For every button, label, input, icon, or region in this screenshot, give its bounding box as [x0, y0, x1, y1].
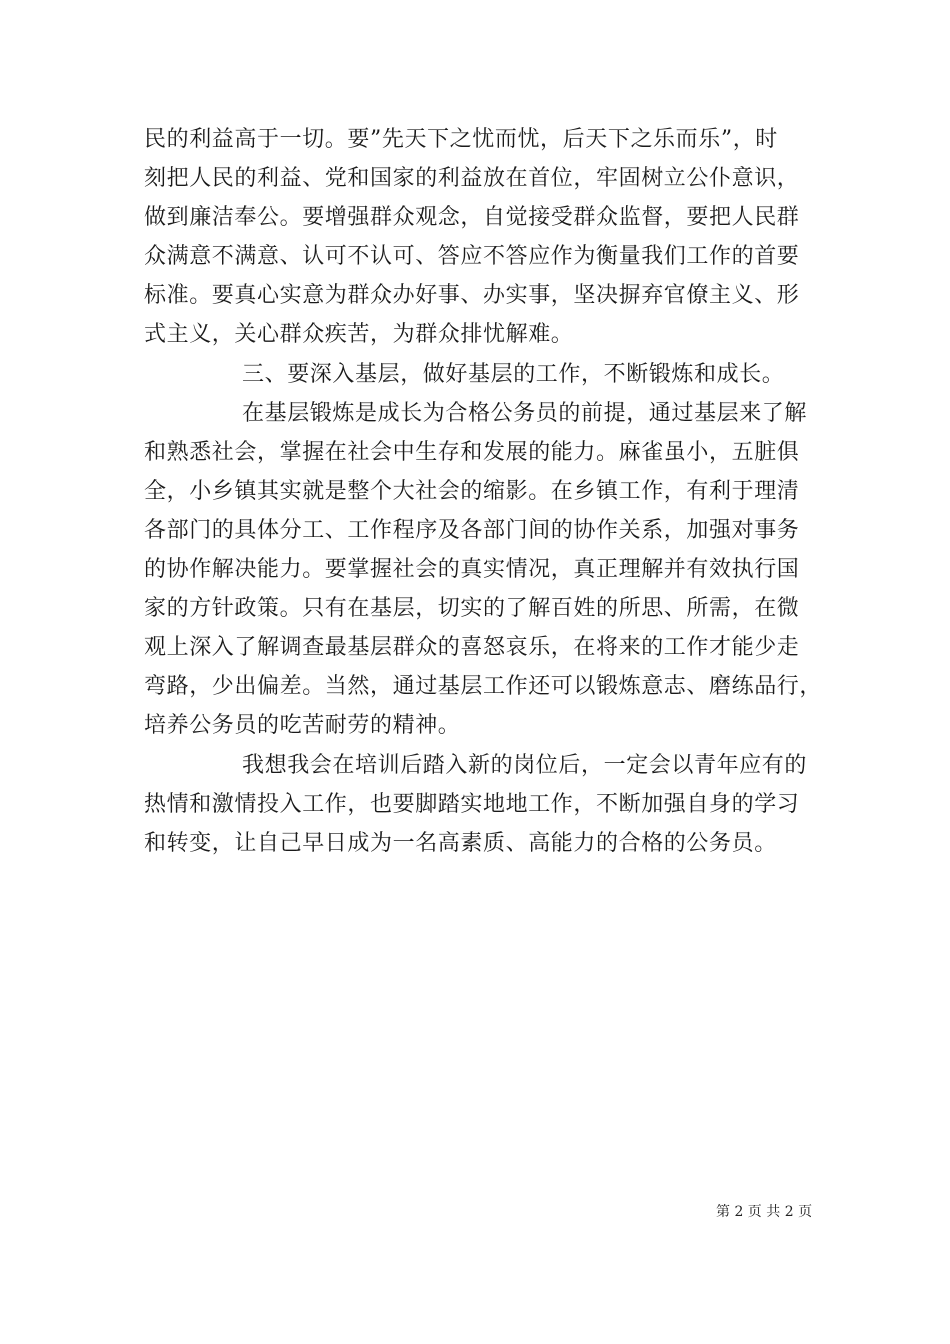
text-line: 热情和激情投入工作，也要脚踏实地地工作，不断加强自身的学习: [144, 791, 800, 817]
page-number: 第 2 页 共 2 页: [716, 1204, 813, 1220]
text-line: 各部门的具体分工、工作程序及各部门间的协作关系，加强对事务: [144, 517, 800, 543]
text-line: 众满意不满意、认可不认可、答应不答应作为衡量我们工作的首要: [144, 244, 800, 270]
text-line: 刻把人民的利益、党和国家的利益放在首位，牢固树立公仆意识，: [144, 166, 800, 192]
text-line: 和转变，让自己早日成为一名高素质、高能力的合格的公务员。: [144, 830, 777, 856]
text-line: 标准。要真心实意为群众办好事、办实事，坚决摒弃官僚主义、形: [144, 283, 800, 309]
text-line: 的协作解决能力。要掌握社会的真实情况，真正理解并有效执行国: [144, 557, 800, 583]
text-line: 家的方针政策。只有在基层，切实的了解百姓的所思、所需，在微: [144, 596, 800, 622]
text-line: 做到廉洁奉公。要增强群众观念，自觉接受群众监督，要把人民群: [144, 205, 800, 231]
text-line: 在基层锻炼是成长为合格公务员的前提，通过基层来了解: [242, 400, 808, 426]
section-heading: 三、要深入基层，做好基层的工作，不断锻炼和成长。: [242, 361, 785, 387]
text-line: 培养公务员的吃苦耐劳的精神。: [144, 713, 461, 739]
text-line: 民的利益高于一切。要”先天下之忧而忧，后天下之乐而乐”，时: [144, 127, 778, 152]
text-line: 观上深入了解调查最基层群众的喜怒哀乐，在将来的工作才能少走: [144, 635, 800, 661]
text-line: 式主义，关心群众疾苦，为群众排忧解难。: [144, 322, 574, 348]
text-line: 弯路，少出偏差。当然，通过基层工作还可以锻炼意志、磨练品行，: [144, 674, 823, 700]
text-line: 和熟悉社会，掌握在社会中生存和发展的能力。麻雀虽小，五脏俱: [144, 439, 800, 465]
document-body: [144, 120, 823, 863]
text-line: 全，小乡镇其实就是整个大社会的缩影。在乡镇工作，有利于理清: [144, 478, 800, 504]
text-line: 我想我会在培训后踏入新的岗位后，一定会以青年应有的: [242, 752, 808, 778]
